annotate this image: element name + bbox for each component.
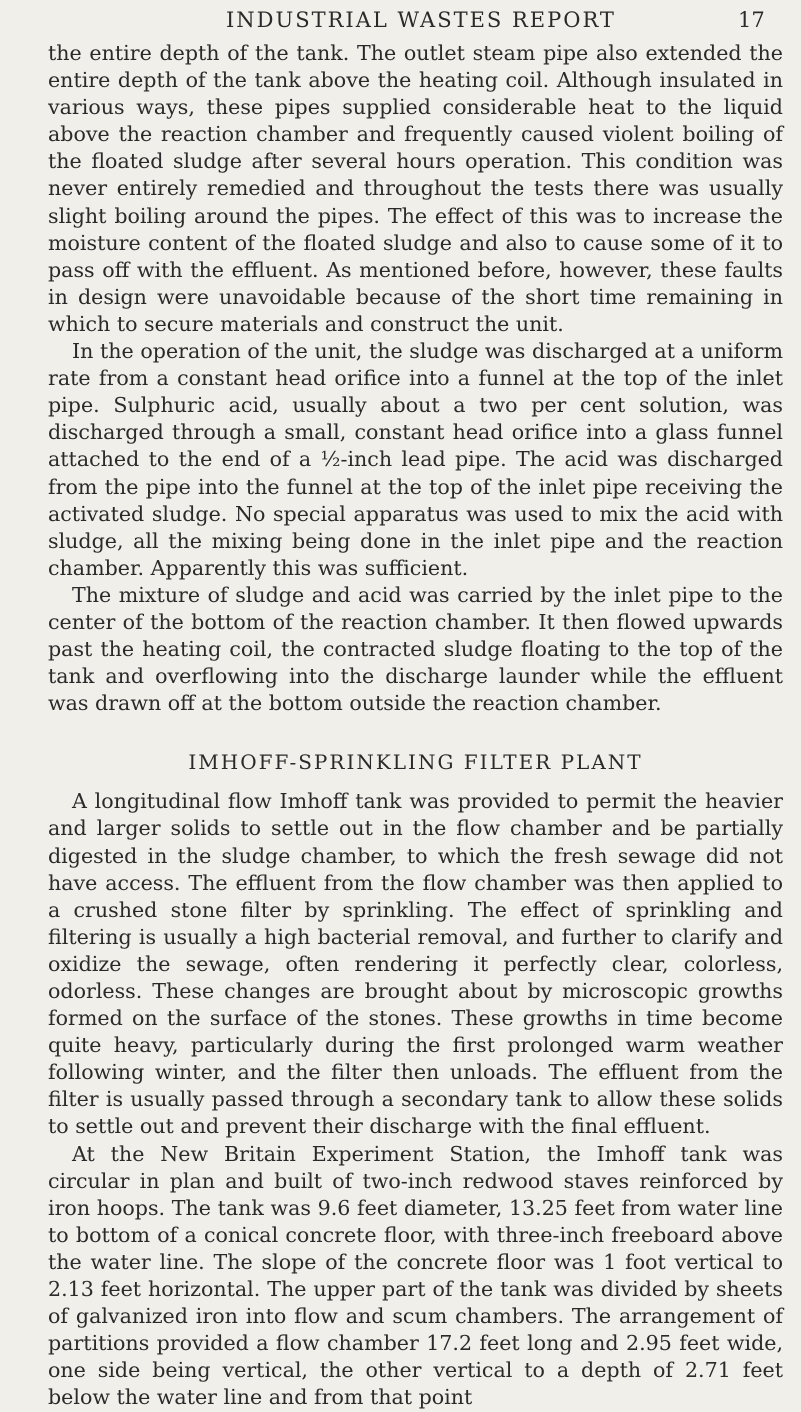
running-head bbox=[0, 6, 801, 36]
paragraph: The mixture of sludge and acid was carried by the inlet pipe to the center of the bottom of the reaction chamber. It then flowed upwards past the heating coil, the contracted sludge floating to the top of the tank and overflowing into the discharge launder while the effluent was drawn off at the bottom outside the reaction chamber. bbox=[48, 582, 783, 716]
paragraph: the entire depth of the tank. The outlet steam pipe also extended the entire depth of the tank above the heating coil. Although insulated in various ways, these pipes supplied considerable heat to the liquid above the reaction chamber and frequently caused violent boiling of the floated sludge after several hours operation. This condition was never entirely remedied and throughout the tests there was usually slight boiling around the pipes. The effect of this was to increase the moisture content of the floated sludge and also to cause some of it to pass off with the effluent. As mentioned before, however, these faults in design were unavoidable because of the short time remaining in which to secure materials and construct the unit. bbox=[48, 41, 783, 336]
running-title: INDUSTRIAL WASTES REPORT bbox=[226, 8, 616, 32]
paragraph: In the operation of the unit, the sludge was discharged at a uniform rate from a constant head orifice into a funnel at the top of the inlet pipe. Sulphuric acid, usually about a two per cent solution, was discharged through a small, constant head orifice into a glass funnel attached to the end of a ½-inch lead pipe. The acid was discharged from the pipe into the funnel at the top of the inlet pipe receiving the activated sludge. No special apparatus was used to mix the acid with sludge, all the mixing being done in the inlet pipe and the reaction chamber. Apparently this was sufficient. bbox=[48, 339, 783, 580]
section-heading: IMHOFF-SPRINKLING FILTER PLANT bbox=[188, 750, 643, 775]
page-body bbox=[48, 40, 783, 1412]
page-number: 17 bbox=[738, 8, 765, 32]
paragraph: A longitudinal flow Imhoff tank was provided to permit the heavier and larger solids to settle out in the flow chamber and be partially digested in the sludge chamber, to which the fresh sewage did not have access. The effluent from the flow chamber was then applied to a crushed stone filter by sprinkling. The effect of sprinkling and filtering is usually a high bacterial removal, and further to clarify and oxidize the sewage, often rendering it perfectly clear, colorless, odorless. These changes are brought about by microscopic growths formed on the surface of the stones. These growths in time become quite heavy, particularly during the first prolonged warm weather following winter, and the filter then unloads. The effluent from the filter is usually passed through a secondary tank to allow these solids to settle out and prevent their discharge with the final effluent. bbox=[48, 789, 783, 1139]
paragraph: At the New Britain Experiment Station, the Imhoff tank was circular in plan and built of two-inch redwood staves reinforced by iron hoops. The tank was 9.6 feet diameter, 13.25 feet from water line to bottom of a conical concrete floor, with three-inch freeboard above the water line. The slope of the concrete floor was 1 foot vertical to 2.13 feet horizontal. The upper part of the tank was divided by sheets of galvanized iron into flow and scum chambers. The arrangement of partitions provided a flow chamber 17.2 feet long and 2.95 feet wide, one side being vertical, the other vertical to a depth of 2.71 feet below the water line and from that point bbox=[48, 1141, 783, 1410]
